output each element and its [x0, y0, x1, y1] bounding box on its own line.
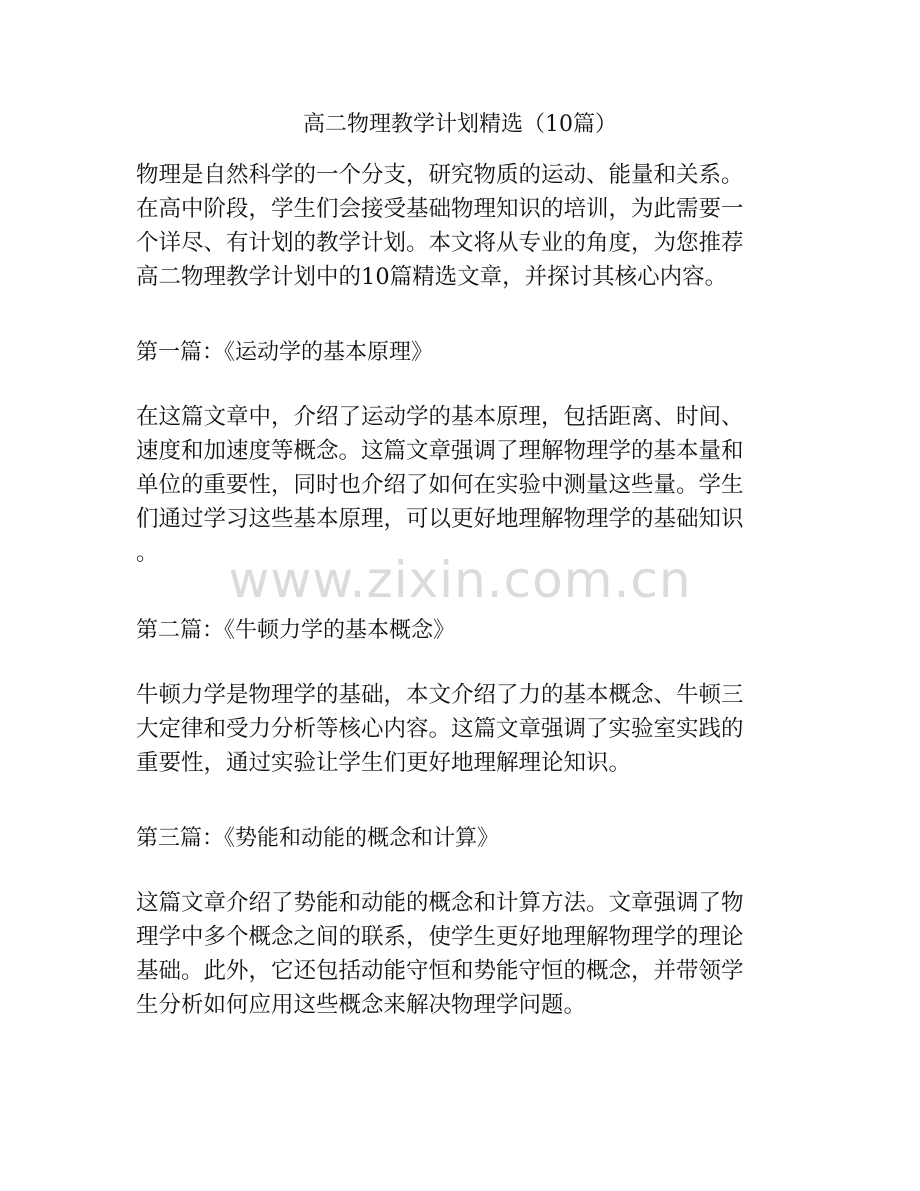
section-2-body: 牛顿力学是物理学的基础，本文介绍了力的基本概念、牛顿三 大定律和受力分析等核心内容。这篇文章强调了实验室实践的 重要性，通过实验让学生们更好地理解理论知识。 [136, 682, 744, 776]
intro-paragraph: 物理是自然科学的一个分支，研究物质的运动、能量和关系。 在高中阶段，学生们会接受基础物理知识的培训，为此需要一 个详尽、有计划的教学计划。本文将从专业的角度，为您推荐 高二物理教学计划中的10篇精选文章，并探讨其核心内容。 [136, 162, 744, 290]
document-title: 高二物理教学计划精选（10篇） [303, 112, 617, 137]
section-1-body: 在这篇文章中，介绍了运动学的基本原理，包括距离、时间、 速度和加速度等概念。这篇文章强调了理解物理学的基本量和 单位的重要性，同时也介绍了如何在实验中测量这些量。学生 们通过学习这些基本原理，可以更好地理解物理学的基础知识 。 [136, 404, 744, 566]
section-3-heading: 第三篇：《势能和动能的概念和计算》 [136, 826, 500, 851]
section-2-heading: 第二篇：《牛顿力学的基本概念》 [136, 618, 456, 643]
section-1-heading: 第一篇：《运动学的基本原理》 [136, 340, 434, 365]
section-3-body: 这篇文章介绍了势能和动能的概念和计算方法。文章强调了物 理学中多个概念之间的联系，使学生更好地理解物理学的理论 基础。此外，它还包括动能守恒和势能守恒的概念，并带领学 生分析如何应用这些概念来解决物理学问题。 [136, 890, 744, 1018]
watermark: www.zixin.com.cn [228, 551, 692, 609]
